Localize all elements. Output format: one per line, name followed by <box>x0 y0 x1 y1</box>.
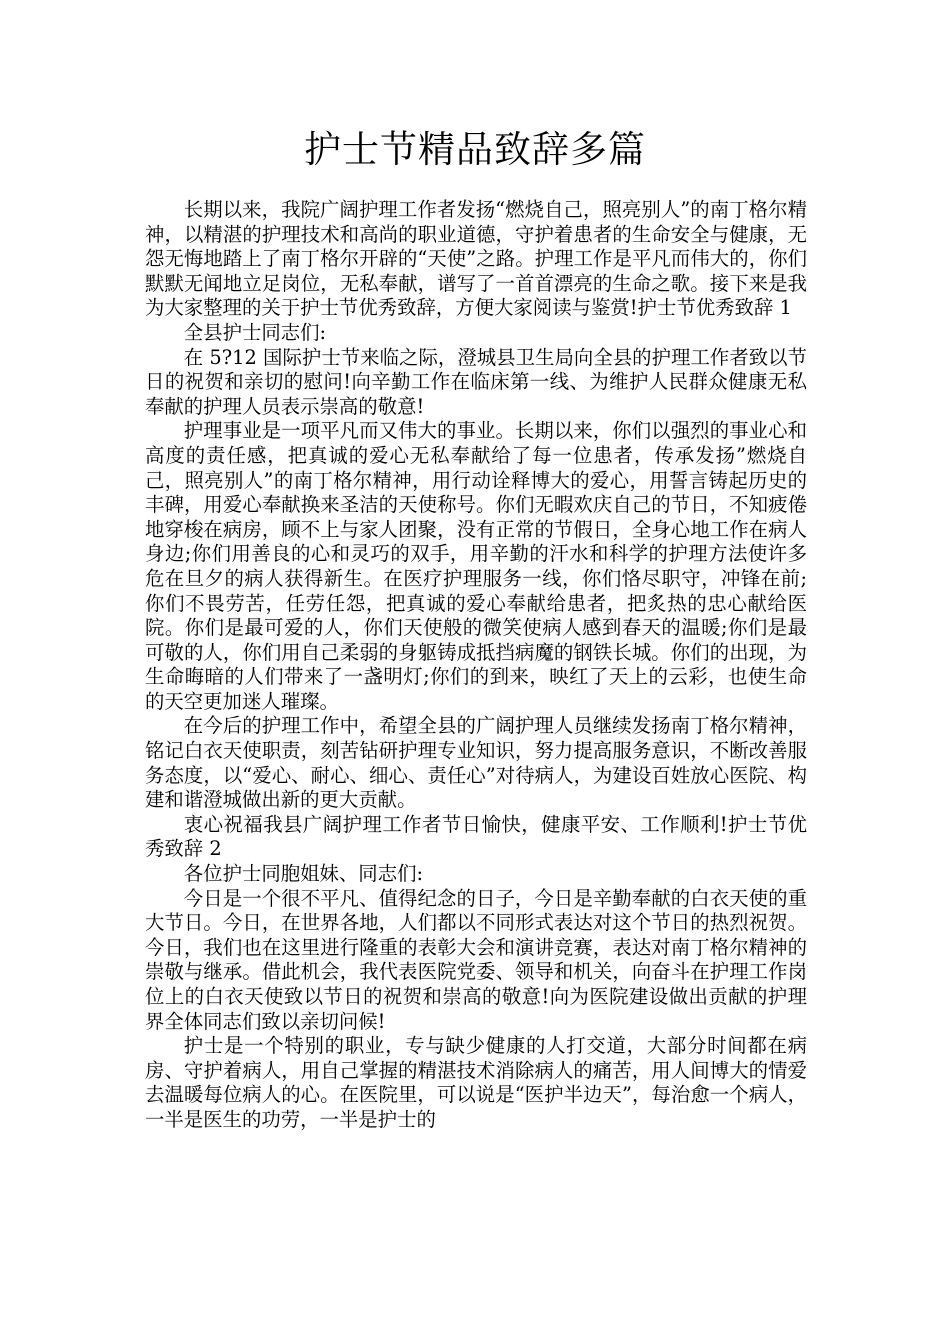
paragraph: 各位护士同胞姐妹、同志们: <box>183 862 424 886</box>
paragraph: 在今后的护理工作中，希望全县的广阔护理人员继续发扬南丁格尔精神，铭记白衣天使职责，刻苦钻研护理专业知识，努力提高服务意识，不断改善服务态度，以“爱心、耐心、细心、责任心”对待病人，为建设百姓放心医院、构建和谐澄城做出新的更大贡献。 <box>145 714 807 812</box>
document-title: 护士节精品致辞多篇 <box>304 128 646 171</box>
paragraph: 衷心祝福我县广阔护理工作者节日愉快，健康平安、工作顺利!护士节优秀致辞 2 <box>145 812 807 861</box>
paragraph: 在 5?12 国际护士节来临之际，澄城县卫生局向全县的护理工作者致以节日的祝贺和亲切的慰问!向辛勤工作在临床第一线、为维护人民群众健康无私奉献的护理人员表示崇高的敬意! <box>145 345 807 418</box>
paragraph: 全县护士同志们: <box>183 320 327 344</box>
document-body <box>145 198 807 1133</box>
paragraph: 护理事业是一项平凡而又伟大的事业。长期以来，你们以强烈的事业心和高度的责任感，把真诚的爱心无私奉献给了每一位患者，传承发扬”燃烧自己，照亮别人”的南丁格尔精神，用行动诠释博大的爱心，用誓言铸起历史的丰碑，用爱心奉献换来圣洁的天使称号。你们无暇欢庆自己的节日，不知疲倦地穿梭在病房，顾不上与家人团聚，没有正常的节假日，全身心地工作在病人身边;你们用善良的心和灵巧的双手，用辛勤的汗水和科学的护理方法使许多危在旦夕的病人获得新生。在医疗护理服务一线，你们恪尽职守，冲锋在前;你们不畏劳苦，任劳任怨，把真诚的爱心奉献给患者，把炙热的忠心献给医院。你们是最可爱的人，你们天使般的微笑使病人感到春天的温暖;你们是最可敬的人，你们用自己柔弱的身躯铸成抵挡病魔的钢铁长城。你们的出现，为生命晦暗的人们带来了一盏明灯;你们的到来，映红了天上的云彩，也使生命的天空更加迷人璀璨。 <box>145 419 807 713</box>
paragraph: 今日是一个很不平凡、值得纪念的日子，今日是辛勤奉献的白衣天使的重大节日。今日，在世界各地，人们都以不同形式表达对这个节日的热烈祝贺。今日，我们也在这里进行隆重的表彰大会和演讲竞赛，表达对南丁格尔精神的崇敬与继承。借此机会，我代表医院党委、领导和机关，向奋斗在护理工作岗位上的白衣天使致以节日的祝贺和崇高的敬意!向为医院建设做出贡献的护理界全体同志们致以亲切问候! <box>145 886 807 1033</box>
paragraph: 护士是一个特别的职业，专与缺少健康的人打交道，大部分时间都在病房、守护着病人，用自己掌握的精湛技术消除病人的痛苦，用人间博大的情爱去温暖每位病人的心。在医院里，可以说是“医护半边天”，每治愈一个病人，一半是医生的功劳，一半是护士的 <box>145 1034 807 1131</box>
paragraph: 长期以来，我院广阔护理工作者发扬“燃烧自己，照亮别人”的南丁格尔精神，以精湛的护理技术和高尚的职业道德，守护着患者的生命安全与健康，无怨无悔地踏上了南丁格尔开辟的“天使”之路。护理工作是平凡而伟大的，你们默默无闻地立足岗位，无私奉献，谱写了一首首漂亮的生命之歌。接下来是我为大家整理的关于护士节优秀致辞，方便大家阅读与鉴赏!护士节优秀致辞 1 <box>145 198 807 320</box>
